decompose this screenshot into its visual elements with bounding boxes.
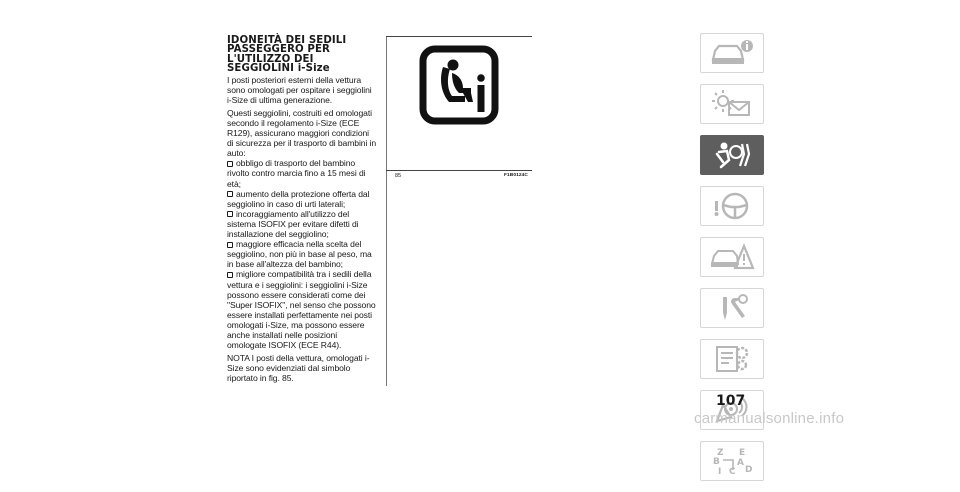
bullet-item [227,158,377,188]
bullet-item [227,189,377,209]
text-column [227,36,377,386]
figure-bottom-rule [386,170,532,171]
sun-envelope-icon [709,89,755,119]
figure-code: F1B0124C [504,173,528,178]
tab-emergency[interactable] [700,237,764,277]
tab-index[interactable] [700,441,764,481]
bullet-text: aumento della protezione offerta dal seggiolino in caso di urti laterali; [227,188,370,209]
svg-text:Z: Z [717,448,724,458]
svg-text:I: I [718,467,722,476]
bullet-text: migliore compatibilità tra i sedili della vettura e i seggiolini: i seggiolini i-Size possono essere considerati come dei "Super ISOFIX", nel senso che possono essere installati perfettamente nei posti omologati i-Size, ma possono essere anche installati nelle posizioni omologate ISOFIX (ECE R44). [227,269,376,351]
tab-lights-messages[interactable] [700,84,764,124]
steering-wheel-icon [709,191,755,221]
svg-text:A: A [737,458,744,468]
alphabet-index-icon [709,446,755,476]
svg-text:D: D [745,465,753,475]
tab-technical-data[interactable] [700,339,764,379]
checkbox-bullet-icon [227,161,233,167]
figure-85 [386,36,532,179]
airbag-person-icon [709,140,755,170]
bullet-item [227,269,377,350]
wrench-screwdriver-icon [709,293,755,323]
car-info-icon [709,38,755,68]
tab-starting-driving[interactable] [700,186,764,226]
watermark: carmanualsonline.info [694,410,845,427]
paragraph: Questi seggiolini, costruiti ed omologati secondo il regolamento i-Size (ECE R129), assicurano maggiori condizioni di sicurezza per il trasporto di bambini in auto: [227,107,377,159]
child-seat-isize-icon [419,45,499,125]
spec-sheet-gear-icon [709,344,755,374]
bullet-text: incoraggiamento all'utilizzo del sistema ISOFIX per evitare difetti di installazione del seggiolino; [227,208,359,240]
svg-text:C: C [729,467,736,476]
page-number: 107 [716,393,746,409]
section-title: IDONEITÀ DEI SEDILI PASSEGGERO PER L'UTILIZZO DEI SEGGIOLINI i-Size [227,35,347,75]
checkbox-bullet-icon [227,211,233,217]
tab-maintenance[interactable] [700,288,764,328]
tab-safety[interactable] [700,135,764,175]
checkbox-bullet-icon [227,242,233,248]
paragraph: I posti posteriori esterni della vettura sono omologati per ospitare i seggiolini i-Size di ultima generazione. [227,74,372,105]
car-warning-triangle-icon [709,242,755,272]
svg-text:E: E [739,448,746,458]
bullet-text: maggiore efficacia nella scelta del seggiolino, non più in base al peso, ma in base all'altezza del bambino; [227,239,372,270]
figure-number: 85 [395,173,402,179]
bullet-item [227,239,377,269]
figure-top-rule [386,36,532,37]
checkbox-bullet-icon [227,272,233,278]
bullet-text: obbligo di trasporto del bambino rivolto contro marcia fino a 15 mesi di età; [227,158,366,189]
tab-car-info[interactable] [700,33,764,73]
note-paragraph: NOTA I posti della vettura, omologati i-Size sono evidenziati dal simbolo riportato in fig. 85. [227,353,370,384]
svg-text:B: B [713,457,720,467]
bullet-item [227,209,377,239]
checkbox-bullet-icon [227,191,233,197]
